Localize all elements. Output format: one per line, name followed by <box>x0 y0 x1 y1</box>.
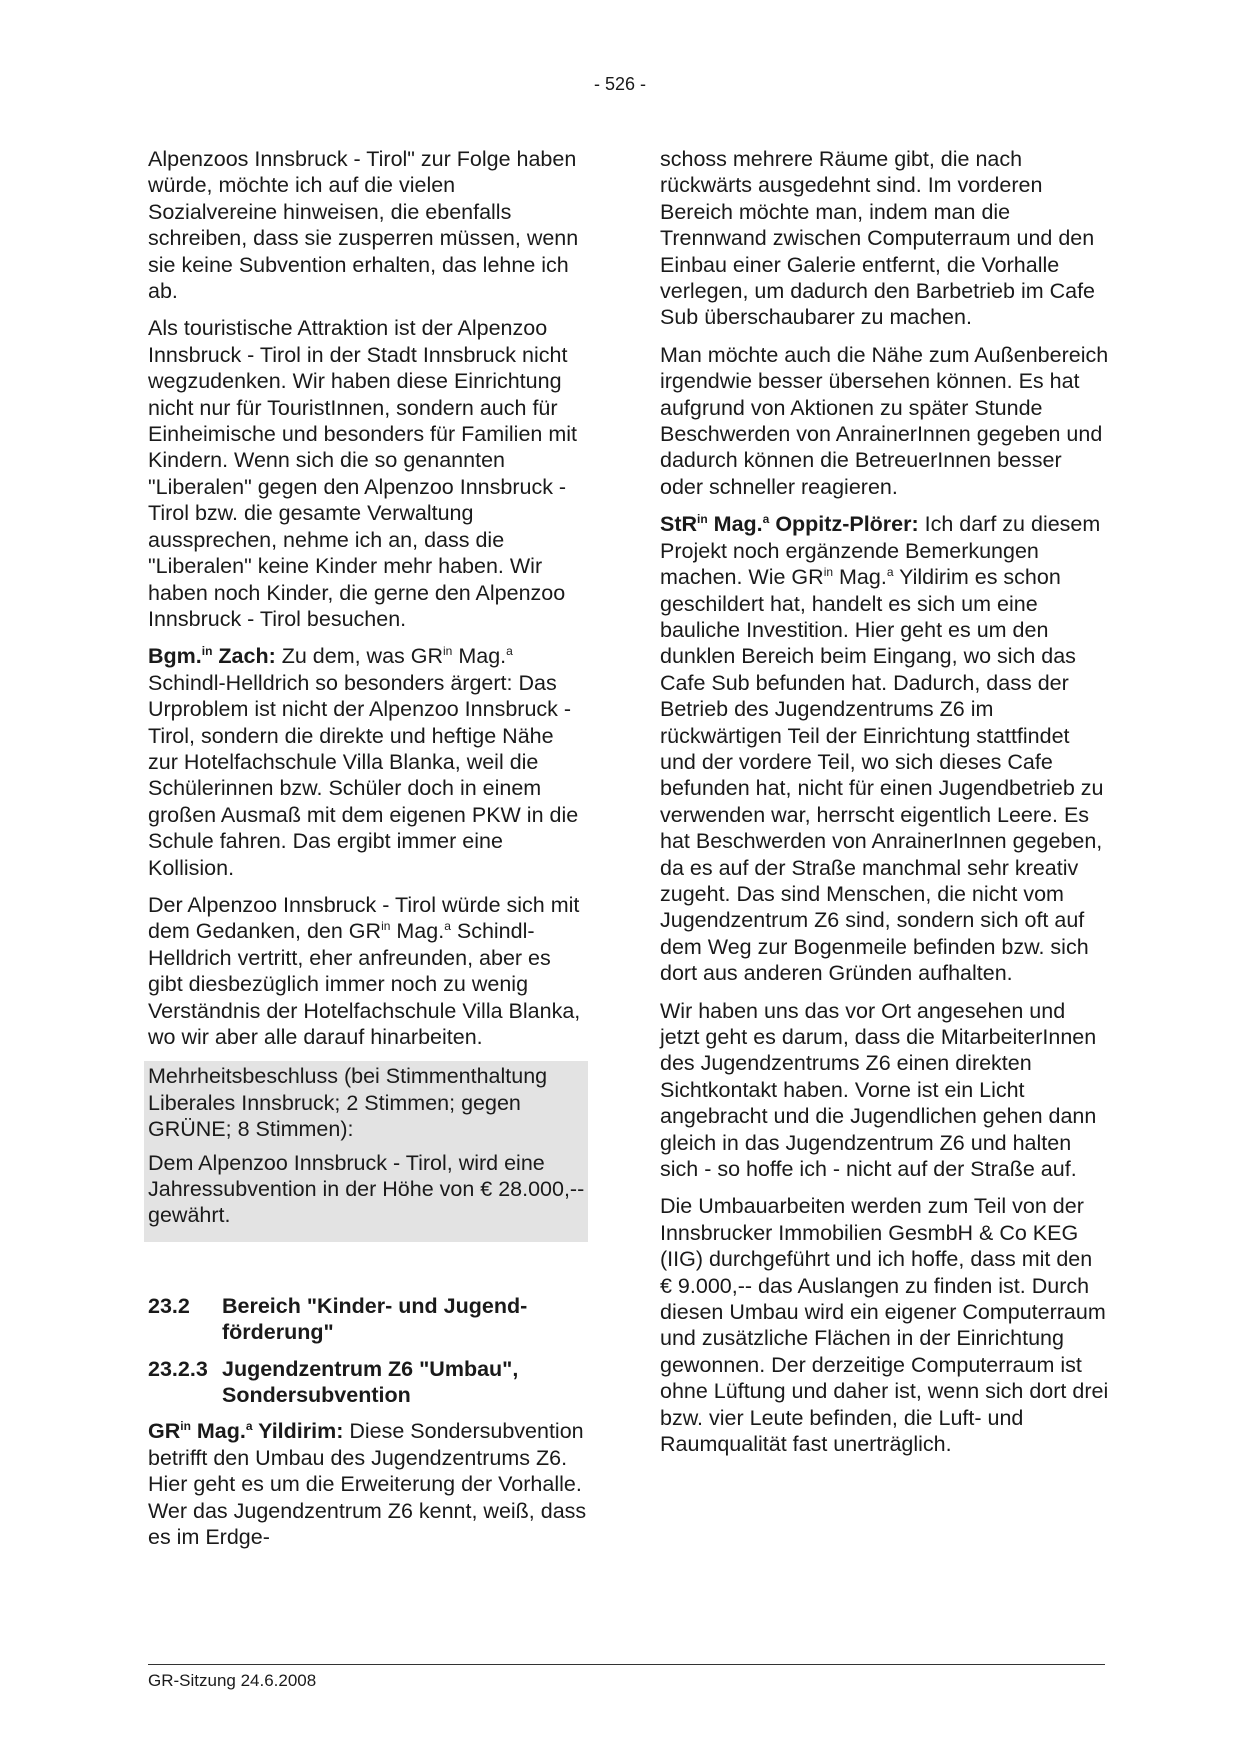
paragraph: Als touristische Attraktion ist der Alpenzoo Innsbruck - Tirol in der Stadt Innsbruck nicht wegzudenken. Wir haben diese Einrichtung nicht nur für TouristInnen, sondern auch für Einheimische und besonders für Familien mit Kindern. Wenn sich die so genannten "Liberalen" gegen den Alpenzoo Innsbruck -Tirol bzw. die gesamte Verwaltung aussprechen, nehme ich an, dass die "Liberalen" keine Kinder mehr haben. Wir haben noch Kinder, die gerne den Alpenzoo Innsbruck - Tirol besuchen. <box>148 316 578 631</box>
page-number: - 526 - <box>593 74 647 94</box>
paragraph: Man möchte auch die Nähe zum Außenbereich irgendwie besser übersehen können. Es hat aufgrund von Aktionen zu später Stunde Beschwerden von AnrainerInnen gegeben und dadurch können die BetreuerInnen besser oder schneller reagieren. <box>660 342 1109 499</box>
subsection-title: Jugendzentrum Z6 "Umbau", Sondersubvention <box>222 1356 519 1408</box>
paragraph: Der Alpenzoo Innsbruck - Tirol würde sich mit dem Gedanken, den $GR^{in}$ Mag.$^a$ Schindl-Helldrich vertritt, eher anfreunden, aber es gibt diesbezüglich immer noch zu wenig Verständnis der Hotelfachschule Villa Blanka, wo wir aber alle darauf hinarbeiten. <box>148 892 581 1049</box>
subsection-heading <box>148 1356 588 1409</box>
speaker-name: $GR^{in}$ Mag.$^a$ Yildirim: <box>148 1419 344 1444</box>
speaker-name: Bgm.$^{in}$ Zach: <box>148 644 276 669</box>
section-title: Bereich "Kinder- und Jugendförderung" <box>222 1293 528 1345</box>
speaker-name: StR$^{in}$ Mag.$^a$ Oppitz-Plörer: <box>660 512 919 537</box>
resolution-vote: Mehrheitsbeschluss (bei Stimmenthaltung Liberales Innsbruck; 2 Stimmen; gegen GRÜNE; 8 Stimmen): <box>148 1064 548 1142</box>
right-column <box>660 146 1110 1469</box>
footer-divider <box>148 1664 1105 1665</box>
paragraph: Die Umbauarbeiten werden zum Teil von der Innsbrucker Immobilien GesmbH & Co KEG (IIG) durchgeführt und ich hoffe, dass mit den € 9.000,-- das Auslangen zu finden ist. Durch diesen Umbau wird ein eigener Computerraum und zusätzliche Flächen in der Einrichtung gewonnen. Der derzeitige Computerraum ist ohne Lüftung und daher ist, wenn sich dort drei bzw. vier Leute befinden, die Luft- und Raumqualität fast unerträglich. <box>660 1194 1109 1457</box>
speech-paragraph: Bgm.$^{in}$ Zach: Zu dem, was $GR^{in}$ Mag.$^a$ Schindl-Helldrich so besonders ärgert: Das Urproblem ist nicht der Alpenzoo Innsbruck - Tirol, sondern die direkte und heftige Nähe zur Hotelfachschule Villa Blanka, weil die Schülerinnen bzw. Schüler doch in einem großen Ausmaß mit dem eigenen PKW in die Schule fahren. Das ergibt immer eine Kollision. <box>148 644 579 880</box>
left-column <box>148 146 588 1562</box>
speech-paragraph: $GR^{in}$ Mag.$^a$ Yildirim: Diese Sondersubvention betrifft den Umbau des Jugendzentrums Z6. Hier geht es um die Erweiterung der Vorhalle. Wer das Jugendzentrum Z6 kennt, weiß, dass es im Erdge- <box>148 1419 587 1550</box>
section-number: 23.2 <box>148 1293 190 1318</box>
footer-text: GR-Sitzung 24.6.2008 <box>148 1671 317 1690</box>
paragraph: schoss mehrere Räume gibt, die nach rückwärts ausgedehnt sind. Im vorderen Bereich möchte man, indem man die Trennwand zwischen Computerraum und den Einbau einer Galerie entfernt, die Vorhalle verlegen, um dadurch den Barbetrieb im Cafe Sub überschaubarer zu machen. <box>660 147 1096 330</box>
paragraph: Alpenzoos Innsbruck - Tirol" zur Folge haben würde, möchte ich auf die vielen Sozialvereine hinweisen, die ebenfalls schreiben, dass sie zusperren müssen, wenn sie keine Subvention erhalten, das lehne ich ab. <box>148 147 579 304</box>
paragraph: Wir haben uns das vor Ort angesehen und jetzt geht es darum, dass die MitarbeiterInnen des Jugendzentrums Z6 einen direkten Sichtkontakt haben. Vorne ist ein Licht angebracht und die Jugendlichen gehen dann gleich in das Jugendzentrum Z6 und halten sich - so hoffe ich - nicht auf der Straße auf. <box>660 998 1097 1182</box>
resolution-text: Dem Alpenzoo Innsbruck - Tirol, wird eine Jahressubvention in der Höhe von € 28.000,-- gewährt. <box>148 1150 585 1228</box>
subsection-number: 23.2.3 <box>148 1356 208 1381</box>
speech-paragraph: StR$^{in}$ Mag.$^a$ Oppitz-Plörer: Ich darf zu diesem Projekt noch ergänzende Bemerkungen machen. Wie $GR^{in}$ Mag.$^a$ Yildirim es schon geschildert hat, handelt es sich um eine bauliche Investition. Hier geht es um den dunklen Bereich beim Eingang, wo sich das Cafe Sub befunden hat. Dadurch, dass der Betrieb des Jugendzentrums Z6 im rückwärtigen Teil der Einrichtung stattfindet und der vordere Teil, wo sich dieses Cafe befunden hat, nicht für einen Jugendbetrieb zu verwenden war, herrscht eigentlich Leere. Es hat Beschwerden von AnrainerInnen gegeben, da es auf der Straße manchmal sehr kreativ zugeht. Das sind Menschen, die nicht vom Jugendzentrum Z6 sind, sondern sich oft auf dem Weg zur Bogenmeile befinden bzw. sich dort aus anderen Gründen aufhalten. <box>660 512 1104 986</box>
resolution-box <box>144 1061 588 1241</box>
section-heading <box>148 1293 588 1346</box>
